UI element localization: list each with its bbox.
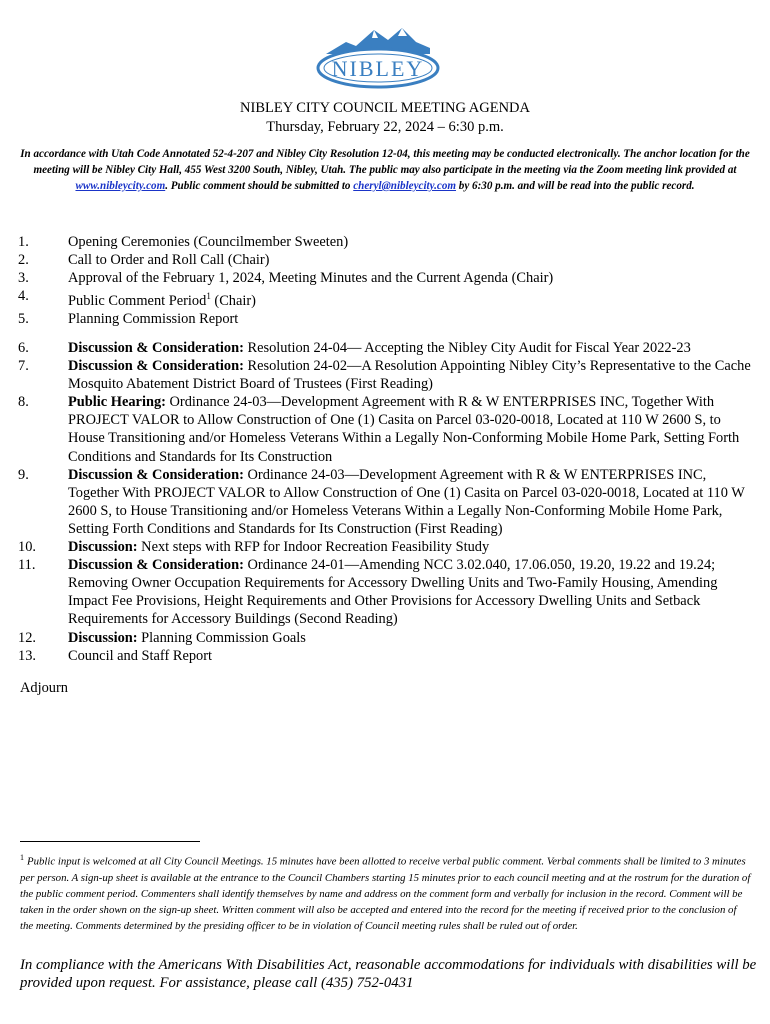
agenda-item-number: 6. xyxy=(18,340,29,356)
agenda-list-part2 xyxy=(0,339,752,665)
logo-text: NIBLEY xyxy=(331,56,425,81)
agenda-item xyxy=(0,251,752,269)
agenda-item xyxy=(0,629,752,647)
agenda-item-label: Discussion: xyxy=(68,629,138,646)
agenda-item xyxy=(0,647,752,665)
agenda-item-label: Discussion & Consideration: xyxy=(68,340,244,356)
agenda-item-text: Planning Commission Goals xyxy=(137,629,306,646)
agenda-item xyxy=(0,538,752,556)
agenda-item-number: 7. xyxy=(18,358,29,375)
agenda-item xyxy=(0,233,752,251)
agenda-item-label: Discussion & Consideration: xyxy=(68,466,244,483)
agenda-item-text: Approval of the February 1, 2024, Meeting Minutes and the Current Agenda (Chair) xyxy=(68,270,554,287)
agenda-item xyxy=(0,466,752,538)
agenda-item-text: Resolution 24-02—A Resolution Appointing Nibley City’s Representative to the Cache Mosquito Abatement District Board of Trustees (First Reading) xyxy=(68,358,751,393)
footnote-mark: 1 xyxy=(20,853,24,862)
meeting-datetime: Thursday, February 22, 2024 – 6:30 p.m. xyxy=(266,119,504,135)
agenda-item xyxy=(0,357,752,393)
agenda-item-label: Discussion & Consideration: xyxy=(68,557,244,574)
agenda-item-text: Call to Order and Roll Call (Chair) xyxy=(68,252,270,269)
agenda-item-number: 1. xyxy=(18,234,29,250)
agenda-item-number: 13. xyxy=(18,647,36,664)
agenda-item-text: Planning Commission Report xyxy=(68,311,239,328)
agenda-item-number: 4. xyxy=(18,288,29,305)
agenda-item-text: Ordinance 24-03—Development Agreement with R & W ENTERPRISES INC, Together With PROJECT VALOR to Allow Construction of One (1) Casita on Parcel 03-020-0018, Located at 110 W 2600 S, to House Transitioning and/or Homeless Veterans Within a Legally Non-Conforming Mobile Home Park, Setting Forth Conditions and Standards for Its Construction xyxy=(68,394,740,465)
intro-notice xyxy=(20,146,750,194)
agenda-item-number: 3. xyxy=(18,270,29,287)
agenda-item-label: Public Hearing: xyxy=(68,394,166,411)
email-link[interactable]: cheryl@nibleycity.com xyxy=(353,180,457,192)
agenda-item-text-after: (Chair) xyxy=(210,293,256,310)
agenda-item xyxy=(0,339,752,357)
agenda-item-text: Public Comment Period xyxy=(68,293,207,310)
intro-text-2: . Public comment should be submitted to xyxy=(165,180,354,192)
agenda-item-text: Opening Ceremonies (Councilmember Sweeten) xyxy=(68,234,349,250)
footnote-ref: 1 xyxy=(206,291,211,302)
ada-notice: In compliance with the Americans With Disabilities Act, reasonable accommodations for individuals with disabilities will be provided upon request. For assistance, please call (435) 752-0431 xyxy=(20,957,757,991)
page-title: NIBLEY CITY COUNCIL MEETING AGENDA xyxy=(240,100,530,116)
agenda-item-number: 9. xyxy=(18,466,29,483)
agenda-item xyxy=(0,556,752,628)
agenda-list-part1 xyxy=(0,233,752,328)
agenda-item-number: 11. xyxy=(18,557,36,574)
footnote-text: Public input is welcomed at all City Council Meetings. 15 minutes have been allotted to receive verbal public comment. Verbal comments shall be limited to 3 minutes per person. A sign-up sheet is available at the entrance to the Council Chambers starting 15 minutes prior to each council meeting and at the rostrum for the duration of the public comment period. Commenters shall identify themselves by name and address on the comment form and verbally for inclusion in the record. Comment will be taken in the order shown on the sign-up sheet. Written comment will also be accepted and entered into the record for the meeting if received prior to the conclusion of the meeting. Comments determined by the presiding officer to be in violation of Council meeting rules shall be ruled out of order. xyxy=(20,855,751,932)
intro-text-1: In accordance with Utah Code Annotated 52-4-207 and Nibley City Resolution 12-04, this meeting may be conducted electronically. The anchor location for the meeting will be Nibley City Hall, 455 West 3200 South, Nibley, Utah. The public may also participate in the meeting via the Zoom meeting link provided at xyxy=(20,148,750,176)
footnote xyxy=(20,850,752,934)
intro-text-3: by 6:30 p.m. and will be read into the public record. xyxy=(456,180,695,192)
agenda-item-text: Ordinance 24-03—Development Agreement with R & W ENTERPRISES INC, Together With PROJECT VALOR to Allow Construction of One (1) Casita on Parcel 03-020-0018, Located at 110 W 2600 S, to House Transitioning and/or Homeless Veterans Within a Legally Non-Conforming Mobile Home Park, Setting Forth Conditions and Standards for Its Construction (First Reading) xyxy=(68,466,745,537)
agenda-item xyxy=(0,310,752,328)
agenda-item-text: Resolution 24-04— Accepting the Nibley City Audit for Fiscal Year 2022-23 xyxy=(243,340,691,356)
agenda-item-number: 12. xyxy=(18,629,36,646)
nibley-logo xyxy=(312,24,444,92)
agenda-item-number: 10. xyxy=(18,539,36,556)
agenda-item-number: 5. xyxy=(18,311,29,328)
agenda-item-text: Council and Staff Report xyxy=(68,647,213,664)
website-link[interactable]: www.nibleycity.com xyxy=(75,180,166,192)
adjourn-text: Adjourn xyxy=(20,680,68,696)
agenda-item-text: Ordinance 24-01—Amending NCC 3.02.040, 17.06.050, 19.20, 19.22 and 19.24; Removing Owner Occupation Requirements for Accessory Dwelling Units and Two-Family Housing, Amending Impact Fee Provisions, Height Requirements and Other Provisions for Accessory Dwelling Units and Setback Requirements for Accessory Buildings (Second Reading) xyxy=(68,557,718,628)
agenda-item-label: Discussion: xyxy=(68,539,138,556)
agenda-item-number: 8. xyxy=(18,394,29,411)
agenda-item-text: Next steps with RFP for Indoor Recreation Feasibility Study xyxy=(137,539,490,556)
agenda-item xyxy=(0,287,752,310)
agenda-item xyxy=(0,393,752,465)
agenda-item xyxy=(0,269,752,287)
agenda-item-number: 2. xyxy=(18,252,29,269)
footnote-divider xyxy=(20,841,200,842)
agenda-item-label: Discussion & Consideration: xyxy=(68,358,244,375)
